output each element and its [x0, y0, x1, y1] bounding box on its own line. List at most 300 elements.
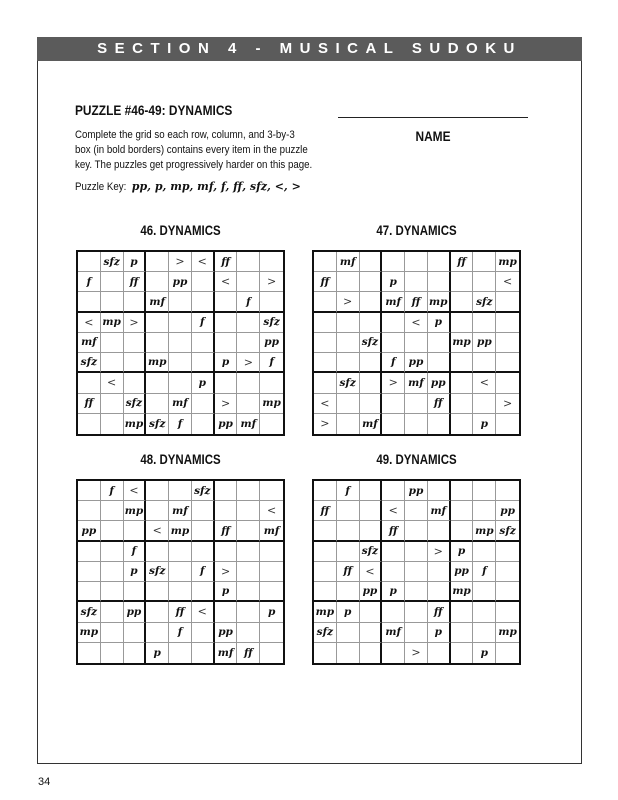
empty-cell[interactable] — [146, 333, 169, 353]
given-cell: sfz — [146, 414, 169, 434]
empty-cell[interactable] — [473, 481, 496, 501]
empty-cell[interactable] — [337, 501, 360, 521]
empty-cell[interactable] — [260, 414, 283, 434]
empty-cell[interactable] — [451, 353, 474, 373]
empty-cell[interactable] — [314, 313, 337, 333]
given-cell: pp — [215, 623, 238, 643]
empty-cell[interactable] — [237, 602, 260, 622]
given-cell: ff — [405, 292, 428, 312]
empty-cell[interactable] — [101, 333, 124, 353]
empty-cell[interactable] — [360, 373, 383, 393]
empty-cell[interactable] — [405, 252, 428, 272]
empty-cell[interactable] — [314, 562, 337, 582]
empty-cell[interactable] — [428, 252, 451, 272]
empty-cell[interactable] — [451, 414, 474, 434]
given-cell: p — [473, 643, 496, 663]
empty-cell[interactable] — [237, 313, 260, 333]
empty-cell[interactable] — [215, 313, 238, 333]
empty-cell[interactable] — [146, 582, 169, 602]
empty-cell[interactable] — [237, 582, 260, 602]
empty-cell[interactable] — [451, 394, 474, 414]
given-cell: > — [496, 394, 519, 414]
empty-cell[interactable] — [314, 521, 337, 541]
given-cell: f — [237, 292, 260, 312]
given-cell: p — [382, 582, 405, 602]
empty-cell[interactable] — [360, 521, 383, 541]
empty-cell[interactable] — [101, 272, 124, 292]
empty-cell[interactable] — [192, 542, 215, 562]
empty-cell[interactable] — [78, 643, 101, 663]
given-cell: < — [215, 272, 238, 292]
given-cell: > — [215, 562, 238, 582]
given-cell: f — [124, 542, 147, 562]
name-line[interactable] — [338, 117, 528, 118]
instructions — [75, 128, 313, 173]
empty-cell[interactable] — [314, 582, 337, 602]
empty-cell[interactable] — [101, 353, 124, 373]
instruction-line: box (in bold borders) contains every item in the puzzle — [75, 144, 308, 156]
empty-cell[interactable] — [169, 542, 192, 562]
empty-cell[interactable] — [428, 333, 451, 353]
empty-cell[interactable] — [428, 582, 451, 602]
empty-cell[interactable] — [146, 394, 169, 414]
empty-cell[interactable] — [101, 602, 124, 622]
given-cell: f — [192, 562, 215, 582]
puzzle-title: PUZZLE #46-49: DYNAMICS — [75, 102, 233, 118]
given-cell: mf — [215, 643, 238, 663]
given-cell: p — [124, 252, 147, 272]
empty-cell[interactable] — [473, 252, 496, 272]
given-cell: < — [473, 373, 496, 393]
name-label: NAME — [415, 128, 451, 144]
empty-cell[interactable] — [169, 292, 192, 312]
instruction-line: Complete the grid so each row, column, and 3-by-3 — [75, 129, 295, 141]
empty-cell[interactable] — [260, 481, 283, 501]
given-cell: < — [146, 521, 169, 541]
given-cell: sfz — [360, 333, 383, 353]
given-cell: mp — [451, 333, 474, 353]
given-cell: mp — [124, 501, 147, 521]
empty-cell[interactable] — [337, 582, 360, 602]
empty-cell[interactable] — [146, 313, 169, 333]
empty-cell[interactable] — [314, 252, 337, 272]
empty-cell[interactable] — [360, 252, 383, 272]
empty-cell[interactable] — [473, 272, 496, 292]
empty-cell[interactable] — [473, 602, 496, 622]
empty-cell[interactable] — [496, 292, 519, 312]
empty-cell[interactable] — [451, 292, 474, 312]
empty-cell[interactable] — [382, 333, 405, 353]
empty-cell[interactable] — [405, 272, 428, 292]
empty-cell[interactable] — [337, 643, 360, 663]
empty-cell[interactable] — [360, 313, 383, 333]
empty-cell[interactable] — [260, 542, 283, 562]
empty-cell[interactable] — [169, 353, 192, 373]
empty-cell[interactable] — [451, 272, 474, 292]
given-cell: < — [382, 501, 405, 521]
empty-cell[interactable] — [146, 602, 169, 622]
empty-cell[interactable] — [360, 394, 383, 414]
given-cell: sfz — [337, 373, 360, 393]
given-cell: mf — [78, 333, 101, 353]
empty-cell[interactable] — [428, 272, 451, 292]
empty-cell[interactable] — [260, 562, 283, 582]
empty-cell[interactable] — [405, 602, 428, 622]
empty-cell[interactable] — [428, 521, 451, 541]
given-cell: sfz — [101, 252, 124, 272]
given-cell: ff — [78, 394, 101, 414]
empty-cell[interactable] — [169, 481, 192, 501]
given-cell: mp — [496, 623, 519, 643]
given-cell: sfz — [192, 481, 215, 501]
given-cell: mp — [124, 414, 147, 434]
empty-cell[interactable] — [473, 394, 496, 414]
empty-cell[interactable] — [101, 623, 124, 643]
empty-cell[interactable] — [124, 333, 147, 353]
given-cell: pp — [405, 481, 428, 501]
empty-cell[interactable] — [382, 481, 405, 501]
empty-cell[interactable] — [473, 313, 496, 333]
given-cell: sfz — [360, 542, 383, 562]
given-cell: pp — [473, 333, 496, 353]
empty-cell[interactable] — [192, 292, 215, 312]
empty-cell[interactable] — [496, 481, 519, 501]
given-cell: mp — [428, 292, 451, 312]
empty-cell[interactable] — [451, 623, 474, 643]
empty-cell[interactable] — [405, 501, 428, 521]
empty-cell[interactable] — [260, 252, 283, 272]
puzzle-49-title: 49. DYNAMICS — [376, 452, 457, 467]
given-cell: > — [215, 394, 238, 414]
empty-cell[interactable] — [314, 373, 337, 393]
given-cell: > — [382, 373, 405, 393]
empty-cell[interactable] — [451, 602, 474, 622]
empty-cell[interactable] — [192, 643, 215, 663]
empty-cell[interactable] — [215, 333, 238, 353]
empty-cell[interactable] — [496, 562, 519, 582]
sudoku-grid-48 — [76, 479, 285, 665]
given-cell: < — [192, 252, 215, 272]
empty-cell[interactable] — [237, 501, 260, 521]
given-cell: > — [260, 272, 283, 292]
given-cell: ff — [451, 252, 474, 272]
empty-cell[interactable] — [237, 373, 260, 393]
empty-cell[interactable] — [78, 562, 101, 582]
empty-cell[interactable] — [360, 623, 383, 643]
empty-cell[interactable] — [169, 373, 192, 393]
given-cell: pp — [496, 501, 519, 521]
empty-cell[interactable] — [192, 501, 215, 521]
empty-cell[interactable] — [101, 582, 124, 602]
empty-cell[interactable] — [405, 394, 428, 414]
empty-cell[interactable] — [237, 623, 260, 643]
empty-cell[interactable] — [237, 394, 260, 414]
empty-cell[interactable] — [337, 623, 360, 643]
empty-cell[interactable] — [405, 623, 428, 643]
puzzle-47-title: 47. DYNAMICS — [376, 223, 457, 238]
empty-cell[interactable] — [260, 643, 283, 663]
empty-cell[interactable] — [405, 582, 428, 602]
given-cell: ff — [215, 252, 238, 272]
given-cell: p — [451, 542, 474, 562]
empty-cell[interactable] — [496, 602, 519, 622]
empty-cell[interactable] — [337, 521, 360, 541]
empty-cell[interactable] — [428, 562, 451, 582]
given-cell: mf — [337, 252, 360, 272]
empty-cell[interactable] — [78, 542, 101, 562]
empty-cell[interactable] — [473, 582, 496, 602]
empty-cell[interactable] — [496, 542, 519, 562]
empty-cell[interactable] — [314, 643, 337, 663]
empty-cell[interactable] — [237, 542, 260, 562]
given-cell: p — [124, 562, 147, 582]
empty-cell[interactable] — [473, 623, 496, 643]
given-cell: f — [473, 562, 496, 582]
empty-cell[interactable] — [78, 481, 101, 501]
empty-cell[interactable] — [451, 643, 474, 663]
empty-cell[interactable] — [237, 272, 260, 292]
empty-cell[interactable] — [169, 333, 192, 353]
empty-cell[interactable] — [337, 313, 360, 333]
empty-cell[interactable] — [192, 333, 215, 353]
given-cell: p — [146, 643, 169, 663]
empty-cell[interactable] — [496, 582, 519, 602]
given-cell: < — [78, 313, 101, 333]
empty-cell[interactable] — [215, 481, 238, 501]
empty-cell[interactable] — [215, 602, 238, 622]
empty-cell[interactable] — [360, 272, 383, 292]
given-cell: f — [260, 353, 283, 373]
given-cell: ff — [215, 521, 238, 541]
empty-cell[interactable] — [78, 292, 101, 312]
given-cell: f — [337, 481, 360, 501]
empty-cell[interactable] — [337, 542, 360, 562]
empty-cell[interactable] — [314, 292, 337, 312]
given-cell: f — [101, 481, 124, 501]
given-cell: sfz — [314, 623, 337, 643]
given-cell: p — [473, 414, 496, 434]
given-cell: f — [78, 272, 101, 292]
empty-cell[interactable] — [124, 292, 147, 312]
empty-cell[interactable] — [451, 481, 474, 501]
empty-cell[interactable] — [78, 501, 101, 521]
empty-cell[interactable] — [360, 602, 383, 622]
empty-cell[interactable] — [169, 313, 192, 333]
given-cell: pp — [451, 562, 474, 582]
given-cell: < — [405, 313, 428, 333]
empty-cell[interactable] — [192, 353, 215, 373]
given-cell: mp — [78, 623, 101, 643]
empty-cell[interactable] — [237, 481, 260, 501]
empty-cell[interactable] — [192, 582, 215, 602]
empty-cell[interactable] — [101, 562, 124, 582]
given-cell: pp — [169, 272, 192, 292]
empty-cell[interactable] — [337, 394, 360, 414]
given-cell: f — [169, 414, 192, 434]
empty-cell[interactable] — [192, 521, 215, 541]
empty-cell[interactable] — [428, 414, 451, 434]
empty-cell[interactable] — [124, 582, 147, 602]
empty-cell[interactable] — [237, 333, 260, 353]
empty-cell[interactable] — [192, 414, 215, 434]
puzzle-46-title: 46. DYNAMICS — [140, 223, 221, 238]
given-cell: p — [337, 602, 360, 622]
empty-cell[interactable] — [360, 501, 383, 521]
empty-cell[interactable] — [405, 333, 428, 353]
empty-cell[interactable] — [382, 252, 405, 272]
empty-cell[interactable] — [192, 623, 215, 643]
empty-cell[interactable] — [428, 643, 451, 663]
empty-cell[interactable] — [337, 353, 360, 373]
empty-cell[interactable] — [124, 353, 147, 373]
empty-cell[interactable] — [101, 292, 124, 312]
empty-cell[interactable] — [146, 623, 169, 643]
empty-cell[interactable] — [496, 373, 519, 393]
empty-cell[interactable] — [451, 521, 474, 541]
empty-cell[interactable] — [496, 414, 519, 434]
empty-cell[interactable] — [260, 582, 283, 602]
empty-cell[interactable] — [405, 521, 428, 541]
empty-cell[interactable] — [473, 353, 496, 373]
empty-cell[interactable] — [314, 353, 337, 373]
empty-cell[interactable] — [192, 272, 215, 292]
given-cell: mf — [428, 501, 451, 521]
given-cell: ff — [237, 643, 260, 663]
empty-cell[interactable] — [124, 623, 147, 643]
empty-cell[interactable] — [473, 542, 496, 562]
empty-cell[interactable] — [169, 643, 192, 663]
empty-cell[interactable] — [451, 313, 474, 333]
given-cell: mp — [473, 521, 496, 541]
empty-cell[interactable] — [428, 353, 451, 373]
empty-cell[interactable] — [146, 501, 169, 521]
given-cell: sfz — [473, 292, 496, 312]
empty-cell[interactable] — [260, 623, 283, 643]
empty-cell[interactable] — [78, 414, 101, 434]
empty-cell[interactable] — [382, 542, 405, 562]
empty-cell[interactable] — [169, 562, 192, 582]
empty-cell[interactable] — [101, 414, 124, 434]
empty-cell[interactable] — [382, 602, 405, 622]
empty-cell[interactable] — [428, 481, 451, 501]
empty-cell[interactable] — [496, 643, 519, 663]
empty-cell[interactable] — [451, 373, 474, 393]
empty-cell[interactable] — [360, 353, 383, 373]
empty-cell[interactable] — [382, 562, 405, 582]
given-cell: pp — [215, 414, 238, 434]
empty-cell[interactable] — [101, 521, 124, 541]
empty-cell[interactable] — [260, 373, 283, 393]
empty-cell[interactable] — [215, 501, 238, 521]
empty-cell[interactable] — [496, 333, 519, 353]
given-cell: sfz — [78, 602, 101, 622]
empty-cell[interactable] — [78, 252, 101, 272]
sudoku-grid-49 — [312, 479, 521, 665]
empty-cell[interactable] — [215, 292, 238, 312]
empty-cell[interactable] — [382, 394, 405, 414]
empty-cell[interactable] — [215, 373, 238, 393]
empty-cell[interactable] — [473, 501, 496, 521]
empty-cell[interactable] — [101, 643, 124, 663]
empty-cell[interactable] — [124, 643, 147, 663]
given-cell: mp — [169, 521, 192, 541]
empty-cell[interactable] — [260, 292, 283, 312]
given-cell: > — [405, 643, 428, 663]
empty-cell[interactable] — [337, 414, 360, 434]
given-cell: pp — [360, 582, 383, 602]
empty-cell[interactable] — [237, 562, 260, 582]
empty-cell[interactable] — [360, 292, 383, 312]
empty-cell[interactable] — [382, 313, 405, 333]
empty-cell[interactable] — [405, 414, 428, 434]
empty-cell[interactable] — [124, 521, 147, 541]
given-cell: sfz — [260, 313, 283, 333]
empty-cell[interactable] — [360, 481, 383, 501]
empty-cell[interactable] — [360, 643, 383, 663]
given-cell: mf — [169, 394, 192, 414]
sudoku-grid-46 — [76, 250, 285, 436]
given-cell: mf — [169, 501, 192, 521]
given-cell: < — [124, 481, 147, 501]
empty-cell[interactable] — [146, 542, 169, 562]
empty-cell[interactable] — [78, 373, 101, 393]
empty-cell[interactable] — [496, 353, 519, 373]
empty-cell[interactable] — [451, 501, 474, 521]
given-cell: ff — [428, 394, 451, 414]
empty-cell[interactable] — [215, 542, 238, 562]
given-cell: pp — [405, 353, 428, 373]
empty-cell[interactable] — [101, 394, 124, 414]
empty-cell[interactable] — [337, 272, 360, 292]
empty-cell[interactable] — [337, 333, 360, 353]
given-cell: > — [314, 414, 337, 434]
empty-cell[interactable] — [124, 373, 147, 393]
given-cell: > — [428, 542, 451, 562]
puzzle-key-items: pp, p, mp, mf, f, ff, sfz, <, > — [131, 180, 301, 193]
empty-cell[interactable] — [146, 373, 169, 393]
empty-cell[interactable] — [405, 542, 428, 562]
empty-cell[interactable] — [146, 252, 169, 272]
empty-cell[interactable] — [405, 562, 428, 582]
given-cell: sfz — [124, 394, 147, 414]
given-cell: mf — [260, 521, 283, 541]
empty-cell[interactable] — [146, 272, 169, 292]
empty-cell[interactable] — [146, 481, 169, 501]
given-cell: < — [101, 373, 124, 393]
given-cell: mp — [260, 394, 283, 414]
given-cell: ff — [314, 272, 337, 292]
empty-cell[interactable] — [237, 252, 260, 272]
empty-cell[interactable] — [314, 481, 337, 501]
puzzle-48-title: 48. DYNAMICS — [140, 452, 221, 467]
given-cell: pp — [428, 373, 451, 393]
empty-cell[interactable] — [382, 643, 405, 663]
empty-cell[interactable] — [382, 414, 405, 434]
empty-cell[interactable] — [169, 582, 192, 602]
empty-cell[interactable] — [237, 521, 260, 541]
given-cell: mp — [101, 313, 124, 333]
empty-cell[interactable] — [314, 542, 337, 562]
empty-cell[interactable] — [192, 394, 215, 414]
given-cell: mp — [496, 252, 519, 272]
empty-cell[interactable] — [496, 313, 519, 333]
empty-cell[interactable] — [78, 582, 101, 602]
given-cell: p — [192, 373, 215, 393]
puzzle-key — [75, 180, 301, 193]
empty-cell[interactable] — [101, 501, 124, 521]
empty-cell[interactable] — [101, 542, 124, 562]
empty-cell[interactable] — [314, 333, 337, 353]
